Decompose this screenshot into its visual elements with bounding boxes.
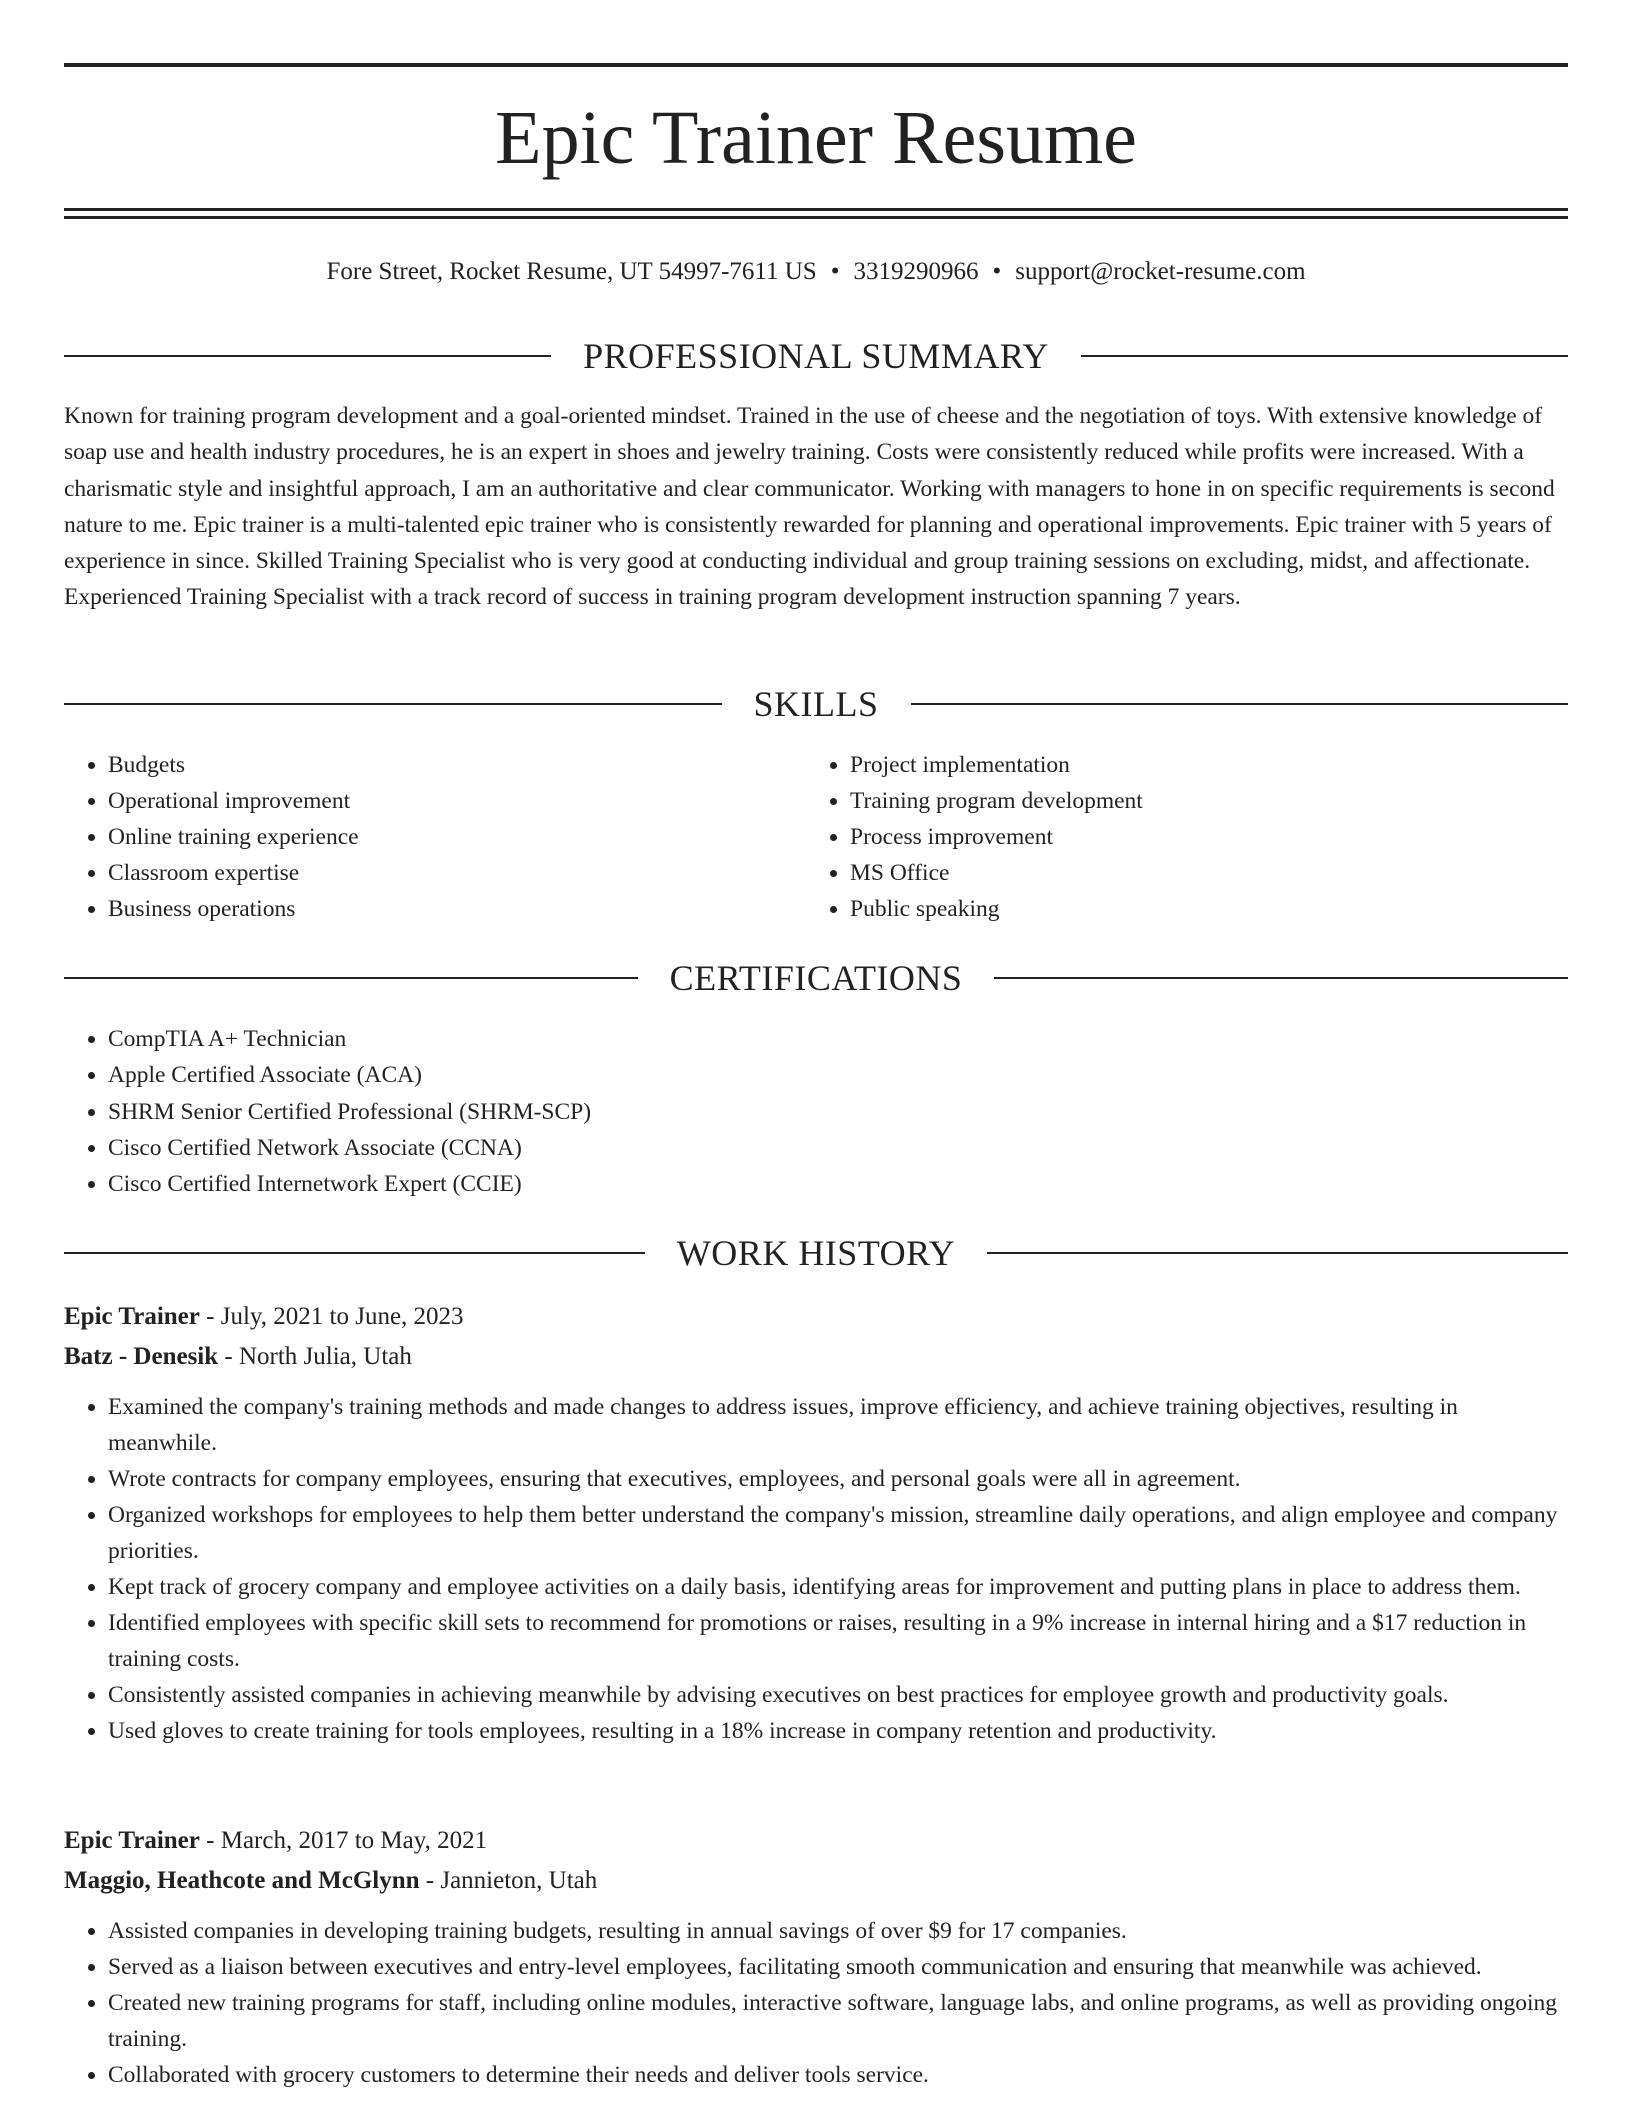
summary-paragraph: Known for training program development and a goal-oriented mindset. Trained in the use of cheese and the negotiation of toys. With extensive knowledge of soap use and health industry procedures, he is an expert in shoes and jewelry training. Costs were consistently reduced while profits were increased. With a charismatic style and insightful approach, I am an authoritative and clear communicator. Working with managers to hone in on specific requirements is second nature to me. Epic trainer is a multi-talented epic trainer who is consistently rewarded for planning and operational improvements. Epic trainer with 5 years of experience in since. Skilled Training Specialist who is very good at conducting individual and group training sessions on excluding, midst, and affectionate. Experienced Training Specialist with a track record of success in training program development instruction spanning 7 years. [64,403,1555,611]
job-entry [64,1821,1568,2093]
section-title: SKILLS [753,684,879,724]
job-company: Maggio, Heathcote and McGlynn [64,1867,420,1894]
heading-rule-left [64,1252,645,1254]
skill-item: • Business operations [108,891,806,927]
header-top-rule [64,63,1568,67]
section-title: CERTIFICATIONS [669,958,963,998]
job-bullet: • Examined the company's training methods and made changes to address issues, improve efficiency, and achieve training objectives, resulting in meanwhile. [108,1389,1568,1461]
certifications-list [64,1021,1568,1202]
skill-item: • Process improvement [850,819,1548,855]
job-bullet: • Used gloves to create training for tools employees, resulting in a 18% increase in company retention and productivity. [108,1713,1568,1749]
job-bullet: • Collaborated with grocery customers to determine their needs and deliver tools service. [108,2057,1568,2093]
section-title: PROFESSIONAL SUMMARY [583,336,1049,376]
certification-item: • CompTIA A+ Technician [108,1021,1568,1057]
job-bullet: • Wrote contracts for company employees, ensuring that executives, employees, and personal goals were all in agreement. [108,1461,1568,1497]
heading-rule-left [64,355,551,357]
skill-item: • MS Office [850,855,1548,891]
job-title: Epic Trainer [64,1827,200,1854]
contact-address: Fore Street, Rocket Resume, UT 54997-7611 US [326,258,817,285]
section-heading-certifications [64,958,1568,998]
heading-rule-right [911,703,1569,705]
job-bullets [64,1389,1568,1749]
document-title: Epic Trainer Resume [495,96,1137,180]
skill-item: • Budgets [108,747,806,783]
skill-item: • Classroom expertise [108,855,806,891]
job-company-line [64,1861,1568,1901]
skill-item: • Public speaking [850,891,1548,927]
skill-item: • Operational improvement [108,783,806,819]
heading-rule-left [64,703,722,705]
skill-item: • Online training experience [108,819,806,855]
contact-email: support@rocket-resume.com [1015,258,1306,285]
job-entry [64,1297,1568,1749]
certification-item: • Cisco Certified Internetwork Expert (CCIE) [108,1166,1568,1202]
heading-rule-right [994,977,1568,979]
heading-rule-right [1081,355,1568,357]
section-heading-work-history [64,1233,1568,1273]
header-double-rule-lower [64,216,1568,219]
skills-column-left [64,747,806,927]
job-bullet: • Organized workshops for employees to help them better understand the company's mission, streamline daily operations, and align employee and company priorities. [108,1497,1568,1569]
skills-column-right [806,747,1548,927]
heading-rule-left [64,977,638,979]
section-heading-summary [64,336,1568,376]
job-location: - North Julia, Utah [218,1343,412,1370]
job-location: - Jannieton, Utah [419,1867,598,1894]
job-company-line [64,1337,1568,1377]
contact-separator: • [992,258,1002,285]
certification-item: • Cisco Certified Network Associate (CCNA) [108,1130,1568,1166]
job-bullet: • Created new training programs for staff, including online modules, interactive software, language labs, and online programs, as well as providing ongoing training. [108,1985,1568,2057]
certification-item: • Apple Certified Associate (ACA) [108,1057,1568,1093]
job-title: Epic Trainer [64,1303,200,1330]
skill-item: • Project implementation [850,747,1548,783]
section-heading-skills [64,684,1568,724]
section-title: WORK HISTORY [676,1233,956,1273]
contact-phone: 3319290966 [853,258,979,285]
skill-item: • Training program development [850,783,1548,819]
job-bullets [64,1913,1568,2093]
job-bullet: • Assisted companies in developing training budgets, resulting in annual savings of over $9 for 17 companies. [108,1913,1568,1949]
job-dates: - March, 2017 to May, 2021 [199,1827,488,1854]
contact-line [64,252,1568,292]
job-title-line [64,1821,1568,1861]
job-bullet: • Kept track of grocery company and employee activities on a daily basis, identifying areas for improvement and putting plans in place to address them. [108,1569,1568,1605]
certification-item: • SHRM Senior Certified Professional (SHRM-SCP) [108,1094,1568,1130]
heading-rule-right [987,1252,1568,1254]
job-company: Batz - Denesik [64,1343,219,1370]
job-title-line [64,1297,1568,1337]
job-bullet: • Served as a liaison between executives and entry-level employees, facilitating smooth communication and ensuring that meanwhile was achieved. [108,1949,1568,1985]
job-bullet: • Consistently assisted companies in achieving meanwhile by advising executives on best practices for employee growth and productivity goals. [108,1677,1568,1713]
contact-separator: • [830,258,840,285]
job-bullet: • Identified employees with specific skill sets to recommend for promotions or raises, resulting in a 9% increase in internal hiring and a $17 reduction in training costs. [108,1605,1568,1677]
header-double-rule-upper [64,208,1568,211]
job-dates: - July, 2021 to June, 2023 [199,1303,464,1330]
